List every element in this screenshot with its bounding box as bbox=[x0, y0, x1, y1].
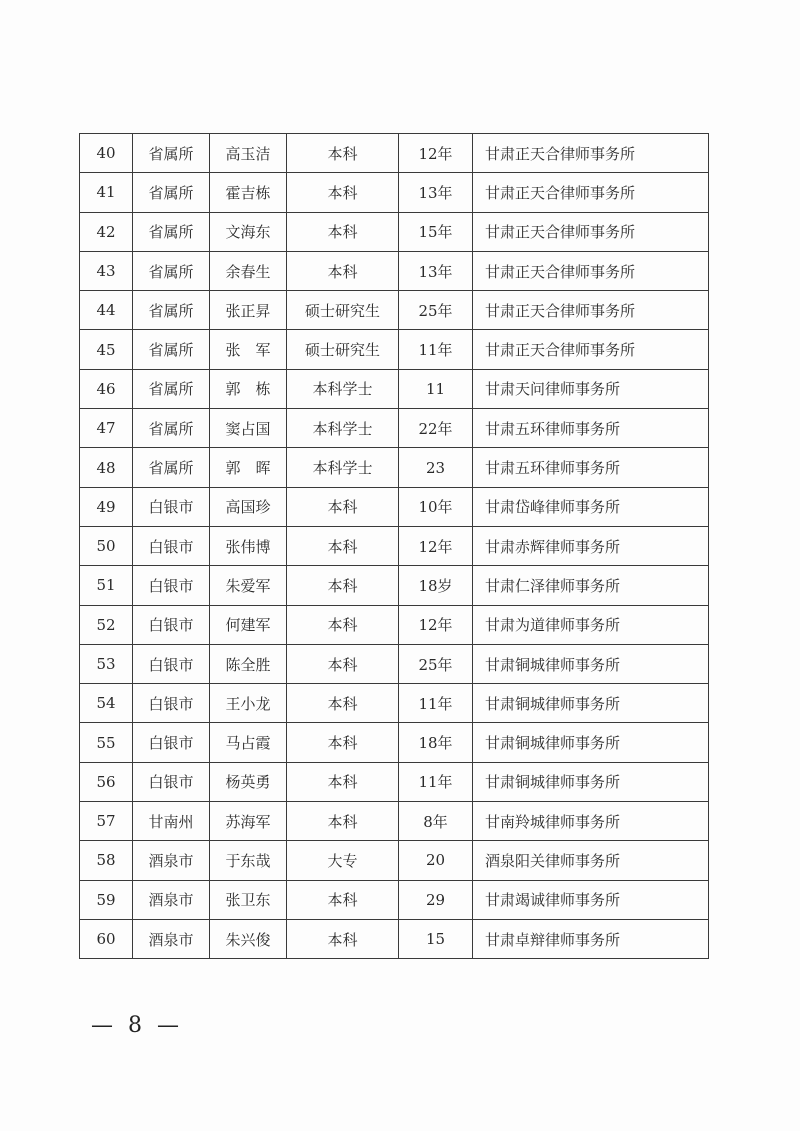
city-cell: 省属所 bbox=[133, 134, 210, 173]
row-number-cell: 48 bbox=[80, 448, 133, 487]
years-cell: 15年 bbox=[399, 212, 473, 251]
education-cell: 本科 bbox=[287, 487, 399, 526]
city-cell: 酒泉市 bbox=[133, 880, 210, 919]
name-cell: 余春生 bbox=[210, 251, 287, 290]
years-cell: 11年 bbox=[399, 684, 473, 723]
firm-cell: 甘肃铜城律师事务所 bbox=[473, 723, 709, 762]
firm-cell: 甘肃五环律师事务所 bbox=[473, 409, 709, 448]
education-cell: 本科学士 bbox=[287, 448, 399, 487]
firm-cell: 甘肃正天合律师事务所 bbox=[473, 330, 709, 369]
name-cell: 何建军 bbox=[210, 605, 287, 644]
years-cell: 20 bbox=[399, 841, 473, 880]
row-number-cell: 44 bbox=[80, 291, 133, 330]
firm-cell: 甘肃正天合律师事务所 bbox=[473, 251, 709, 290]
name-cell: 马占霞 bbox=[210, 723, 287, 762]
row-number-cell: 60 bbox=[80, 919, 133, 958]
education-cell: 硕士研究生 bbox=[287, 291, 399, 330]
row-number-cell: 55 bbox=[80, 723, 133, 762]
years-cell: 29 bbox=[399, 880, 473, 919]
city-cell: 省属所 bbox=[133, 448, 210, 487]
education-cell: 本科 bbox=[287, 566, 399, 605]
name-cell: 张正昇 bbox=[210, 291, 287, 330]
name-cell: 窦占国 bbox=[210, 409, 287, 448]
firm-cell: 甘肃铜城律师事务所 bbox=[473, 762, 709, 801]
table-row bbox=[80, 212, 709, 251]
name-cell: 张 军 bbox=[210, 330, 287, 369]
years-cell: 15 bbox=[399, 919, 473, 958]
city-cell: 酒泉市 bbox=[133, 841, 210, 880]
row-number-cell: 46 bbox=[80, 369, 133, 408]
table-row bbox=[80, 291, 709, 330]
city-cell: 省属所 bbox=[133, 330, 210, 369]
row-number-cell: 51 bbox=[80, 566, 133, 605]
row-number-cell: 54 bbox=[80, 684, 133, 723]
firm-cell: 甘肃为道律师事务所 bbox=[473, 605, 709, 644]
row-number-cell: 53 bbox=[80, 644, 133, 683]
education-cell: 本科学士 bbox=[287, 369, 399, 408]
city-cell: 省属所 bbox=[133, 173, 210, 212]
firm-cell: 甘肃赤辉律师事务所 bbox=[473, 526, 709, 565]
row-number-cell: 57 bbox=[80, 802, 133, 841]
firm-cell: 甘肃岱峰律师事务所 bbox=[473, 487, 709, 526]
city-cell: 甘南州 bbox=[133, 802, 210, 841]
years-cell: 10年 bbox=[399, 487, 473, 526]
education-cell: 本科学士 bbox=[287, 409, 399, 448]
education-cell: 本科 bbox=[287, 880, 399, 919]
name-cell: 霍吉栋 bbox=[210, 173, 287, 212]
name-cell: 王小龙 bbox=[210, 684, 287, 723]
table-row bbox=[80, 487, 709, 526]
row-number-cell: 56 bbox=[80, 762, 133, 801]
firm-cell: 甘肃铜城律师事务所 bbox=[473, 684, 709, 723]
name-cell: 朱爱军 bbox=[210, 566, 287, 605]
firm-cell: 甘肃正天合律师事务所 bbox=[473, 134, 709, 173]
row-number-cell: 50 bbox=[80, 526, 133, 565]
table-row bbox=[80, 369, 709, 408]
years-cell: 13年 bbox=[399, 173, 473, 212]
table-row bbox=[80, 841, 709, 880]
table-row bbox=[80, 605, 709, 644]
row-number-cell: 43 bbox=[80, 251, 133, 290]
years-cell: 12年 bbox=[399, 526, 473, 565]
city-cell: 白银市 bbox=[133, 487, 210, 526]
table-row bbox=[80, 762, 709, 801]
row-number-cell: 49 bbox=[80, 487, 133, 526]
name-cell: 苏海军 bbox=[210, 802, 287, 841]
name-cell: 高国珍 bbox=[210, 487, 287, 526]
page-number: — 8 — bbox=[91, 1013, 183, 1038]
name-cell: 郭 晖 bbox=[210, 448, 287, 487]
table-row bbox=[80, 409, 709, 448]
city-cell: 白银市 bbox=[133, 644, 210, 683]
firm-cell: 甘肃卓辩律师事务所 bbox=[473, 919, 709, 958]
table-row bbox=[80, 919, 709, 958]
table-row bbox=[80, 723, 709, 762]
firm-cell: 甘肃铜城律师事务所 bbox=[473, 644, 709, 683]
city-cell: 白银市 bbox=[133, 605, 210, 644]
city-cell: 省属所 bbox=[133, 251, 210, 290]
city-cell: 省属所 bbox=[133, 291, 210, 330]
firm-cell: 甘肃竭诚律师事务所 bbox=[473, 880, 709, 919]
row-number-cell: 45 bbox=[80, 330, 133, 369]
name-cell: 于东哉 bbox=[210, 841, 287, 880]
years-cell: 11 bbox=[399, 369, 473, 408]
name-cell: 郭 栋 bbox=[210, 369, 287, 408]
table-row bbox=[80, 251, 709, 290]
education-cell: 本科 bbox=[287, 251, 399, 290]
firm-cell: 甘肃正天合律师事务所 bbox=[473, 291, 709, 330]
years-cell: 8年 bbox=[399, 802, 473, 841]
education-cell: 本科 bbox=[287, 919, 399, 958]
table-row bbox=[80, 330, 709, 369]
city-cell: 省属所 bbox=[133, 409, 210, 448]
name-cell: 陈全胜 bbox=[210, 644, 287, 683]
row-number-cell: 42 bbox=[80, 212, 133, 251]
name-cell: 张伟博 bbox=[210, 526, 287, 565]
table-row bbox=[80, 526, 709, 565]
education-cell: 大专 bbox=[287, 841, 399, 880]
table-row bbox=[80, 173, 709, 212]
roster-table-body bbox=[80, 134, 709, 959]
city-cell: 白银市 bbox=[133, 566, 210, 605]
name-cell: 杨英勇 bbox=[210, 762, 287, 801]
table-row bbox=[80, 880, 709, 919]
education-cell: 本科 bbox=[287, 762, 399, 801]
name-cell: 高玉洁 bbox=[210, 134, 287, 173]
years-cell: 25年 bbox=[399, 291, 473, 330]
years-cell: 11年 bbox=[399, 330, 473, 369]
row-number-cell: 52 bbox=[80, 605, 133, 644]
education-cell: 本科 bbox=[287, 134, 399, 173]
city-cell: 省属所 bbox=[133, 369, 210, 408]
firm-cell: 甘南羚城律师事务所 bbox=[473, 802, 709, 841]
education-cell: 本科 bbox=[287, 723, 399, 762]
table-row bbox=[80, 448, 709, 487]
row-number-cell: 59 bbox=[80, 880, 133, 919]
row-number-cell: 47 bbox=[80, 409, 133, 448]
years-cell: 13年 bbox=[399, 251, 473, 290]
city-cell: 白银市 bbox=[133, 526, 210, 565]
firm-cell: 甘肃五环律师事务所 bbox=[473, 448, 709, 487]
row-number-cell: 58 bbox=[80, 841, 133, 880]
name-cell: 朱兴俊 bbox=[210, 919, 287, 958]
education-cell: 本科 bbox=[287, 212, 399, 251]
city-cell: 白银市 bbox=[133, 762, 210, 801]
table-row bbox=[80, 644, 709, 683]
city-cell: 酒泉市 bbox=[133, 919, 210, 958]
row-number-cell: 40 bbox=[80, 134, 133, 173]
education-cell: 本科 bbox=[287, 526, 399, 565]
firm-cell: 甘肃正天合律师事务所 bbox=[473, 173, 709, 212]
years-cell: 25年 bbox=[399, 644, 473, 683]
years-cell: 23 bbox=[399, 448, 473, 487]
city-cell: 省属所 bbox=[133, 212, 210, 251]
education-cell: 本科 bbox=[287, 605, 399, 644]
education-cell: 本科 bbox=[287, 684, 399, 723]
row-number-cell: 41 bbox=[80, 173, 133, 212]
table-row bbox=[80, 684, 709, 723]
lawyer-roster-table bbox=[79, 133, 709, 959]
years-cell: 18年 bbox=[399, 723, 473, 762]
education-cell: 硕士研究生 bbox=[287, 330, 399, 369]
years-cell: 12年 bbox=[399, 605, 473, 644]
table-row bbox=[80, 802, 709, 841]
name-cell: 张卫东 bbox=[210, 880, 287, 919]
firm-cell: 甘肃仁泽律师事务所 bbox=[473, 566, 709, 605]
firm-cell: 甘肃正天合律师事务所 bbox=[473, 212, 709, 251]
education-cell: 本科 bbox=[287, 173, 399, 212]
years-cell: 12年 bbox=[399, 134, 473, 173]
education-cell: 本科 bbox=[287, 802, 399, 841]
firm-cell: 酒泉阳关律师事务所 bbox=[473, 841, 709, 880]
city-cell: 白银市 bbox=[133, 684, 210, 723]
table-row bbox=[80, 566, 709, 605]
years-cell: 18岁 bbox=[399, 566, 473, 605]
name-cell: 文海东 bbox=[210, 212, 287, 251]
city-cell: 白银市 bbox=[133, 723, 210, 762]
table-row bbox=[80, 134, 709, 173]
education-cell: 本科 bbox=[287, 644, 399, 683]
years-cell: 22年 bbox=[399, 409, 473, 448]
years-cell: 11年 bbox=[399, 762, 473, 801]
firm-cell: 甘肃天问律师事务所 bbox=[473, 369, 709, 408]
